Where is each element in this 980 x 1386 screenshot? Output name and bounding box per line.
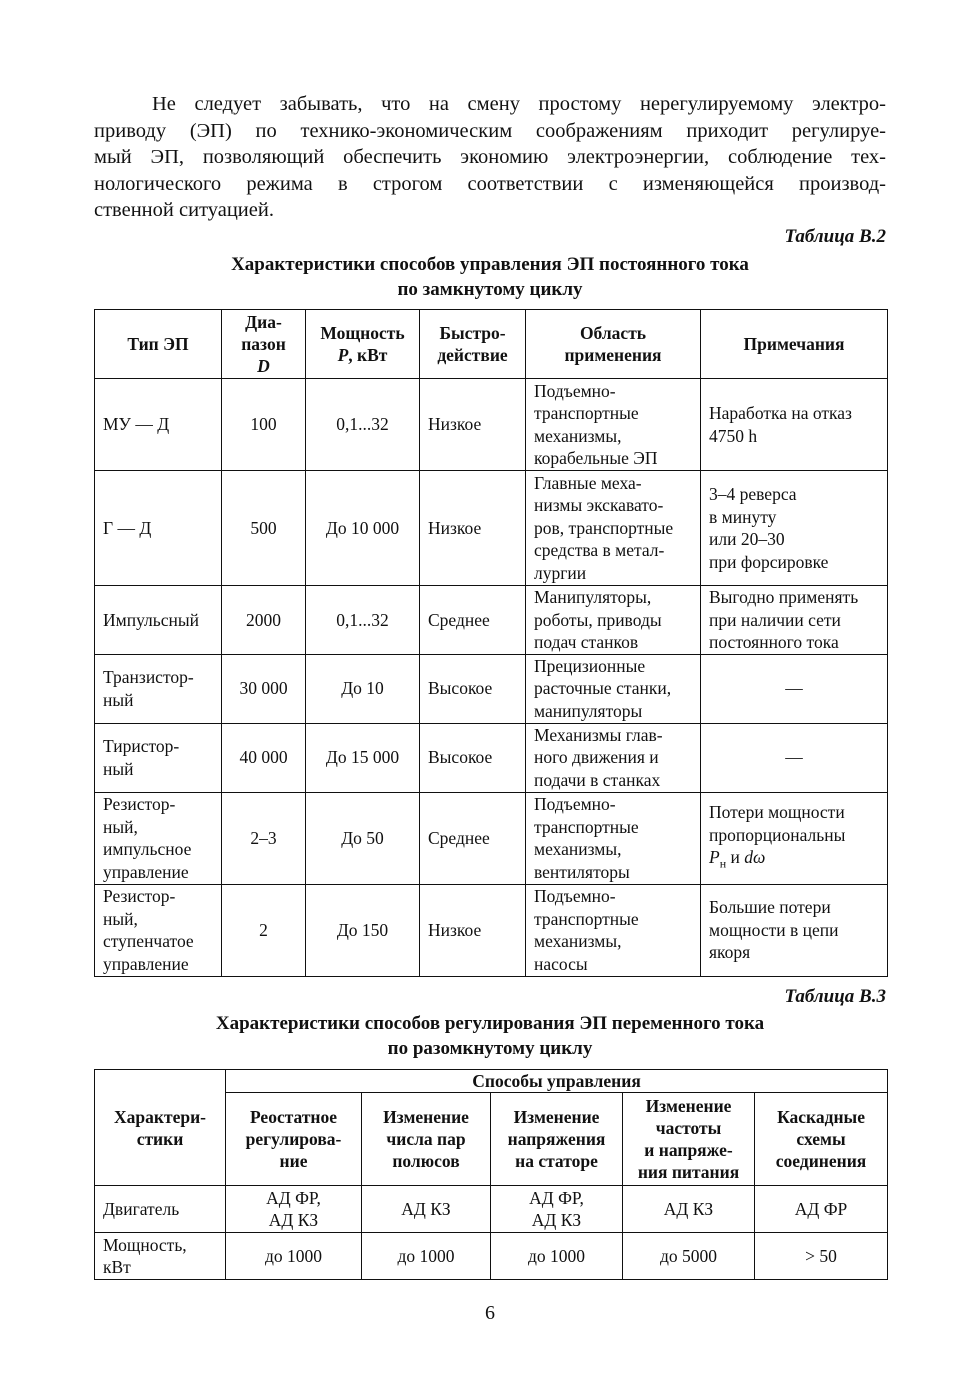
intro-paragraph bbox=[94, 91, 886, 224]
table2-row bbox=[95, 884, 888, 976]
cell-line: механизмы, bbox=[534, 839, 622, 859]
cell-value bbox=[623, 1186, 755, 1233]
cell-line: лургии bbox=[534, 562, 587, 583]
table3-title-line: по разомкнутому циклу bbox=[387, 1038, 593, 1059]
cell-line: Двигатель bbox=[103, 1198, 180, 1219]
formula-power-symbol: P bbox=[709, 847, 720, 867]
table2-title bbox=[94, 252, 886, 302]
cell-area bbox=[526, 723, 701, 792]
cell-area bbox=[526, 654, 701, 723]
table2-row bbox=[95, 379, 888, 471]
notes-formula bbox=[709, 846, 879, 875]
cell-characteristic bbox=[95, 1186, 226, 1233]
cell-line: АД ФР, bbox=[266, 1187, 321, 1208]
table2-title-line: по замкнутому циклу bbox=[397, 279, 583, 300]
cell-line: низмы экскавато- bbox=[534, 495, 664, 516]
cell-line: АД КЗ bbox=[401, 1198, 451, 1219]
header-type: Тип ЭП bbox=[95, 310, 222, 379]
cell-line: управление bbox=[103, 861, 189, 882]
cell-line: 4750 h bbox=[709, 425, 758, 446]
cell-line: корабельные ЭП bbox=[534, 448, 658, 468]
cell-notes bbox=[701, 586, 888, 655]
cell-line: до 1000 bbox=[397, 1245, 455, 1266]
cell-line: ступенчатое bbox=[103, 931, 194, 951]
header-line: и напряже- bbox=[644, 1140, 733, 1160]
header-range bbox=[222, 310, 306, 379]
table3-group-row bbox=[95, 1070, 888, 1093]
cell-line: Наработка на отказ bbox=[709, 403, 852, 423]
cell-type bbox=[95, 654, 222, 723]
cell-line: транспортные bbox=[534, 908, 639, 929]
header-power-unit: , кВт bbox=[348, 345, 388, 365]
header-control-methods: Способы управления bbox=[226, 1070, 888, 1093]
table2-row bbox=[95, 586, 888, 655]
header-power bbox=[306, 310, 420, 379]
cell-speed: Низкое bbox=[420, 379, 526, 471]
cell-line: или 20–30 bbox=[709, 529, 785, 549]
cell-line: подач станков bbox=[534, 632, 639, 652]
formula-d-omega: dω bbox=[744, 847, 766, 867]
cell-value bbox=[491, 1233, 623, 1280]
cell-line: Потери мощности bbox=[709, 802, 845, 822]
cell-line: насосы bbox=[534, 953, 588, 974]
cell-line: Г — Д bbox=[103, 517, 152, 538]
cell-speed: Высокое bbox=[420, 654, 526, 723]
header-notes: Примечания bbox=[701, 310, 888, 379]
formula-and: и bbox=[726, 847, 745, 867]
paragraph-line: Не следует забывать, что на смену простому нерегулируемому электро- bbox=[152, 93, 886, 115]
cell-characteristic bbox=[95, 1233, 226, 1280]
cell-notes bbox=[701, 471, 888, 586]
header-line: полюсов bbox=[392, 1151, 460, 1171]
cell-line: расточные станки, bbox=[534, 678, 672, 699]
table2-row bbox=[95, 654, 888, 723]
cell-line: ный, bbox=[103, 816, 138, 837]
header-characteristics bbox=[95, 1070, 226, 1186]
cell-speed: Среднее bbox=[420, 586, 526, 655]
cell-notes bbox=[701, 654, 888, 723]
cell-line: Прецизионные bbox=[534, 655, 646, 676]
cell-line: постоянного тока bbox=[709, 632, 839, 652]
header-speed bbox=[420, 310, 526, 379]
cell-type bbox=[95, 884, 222, 976]
cell-line: до 1000 bbox=[527, 1245, 586, 1266]
header-line: регулирова- bbox=[245, 1129, 342, 1149]
table3-label: Таблица В.3 bbox=[784, 986, 886, 1007]
header-line: числа пар bbox=[386, 1129, 466, 1149]
cell-type bbox=[95, 379, 222, 471]
cell-line: до 5000 bbox=[659, 1245, 718, 1266]
cell-line: ный bbox=[103, 758, 134, 779]
cell-line: — bbox=[785, 678, 803, 699]
cell-power: До 50 bbox=[306, 792, 420, 884]
cell-line: Импульсный bbox=[103, 609, 200, 630]
cell-line: Подъемно- bbox=[534, 794, 616, 814]
header-area-line: применения bbox=[564, 345, 662, 365]
cell-line: механизмы, bbox=[534, 425, 622, 446]
header-area bbox=[526, 310, 701, 379]
header-line: соединения bbox=[775, 1151, 867, 1171]
cell-line: АД ФР, bbox=[529, 1187, 584, 1208]
cell-range: 2 bbox=[222, 884, 306, 976]
cell-line: Резистор- bbox=[103, 794, 176, 814]
cell-area bbox=[526, 379, 701, 471]
cell-line: МУ — Д bbox=[103, 414, 170, 435]
cell-line: Выгодно применять bbox=[709, 587, 859, 607]
cell-line: Подъемно- bbox=[534, 886, 616, 906]
paragraph-line: ственной ситуацией. bbox=[94, 199, 274, 221]
cell-line: при форсировке bbox=[709, 551, 829, 572]
cell-line: Подъемно- bbox=[534, 380, 616, 401]
header-method bbox=[491, 1093, 623, 1186]
header-area-line: Область bbox=[579, 323, 647, 343]
header-power-line: Мощность bbox=[320, 323, 405, 343]
cell-line: механизмы, bbox=[534, 931, 622, 951]
header-speed-line: действие bbox=[437, 345, 508, 365]
cell-line: средства в метал- bbox=[534, 540, 665, 561]
header-line: стики bbox=[136, 1128, 184, 1149]
cell-line: — bbox=[785, 747, 803, 768]
header-line: напряжения bbox=[507, 1129, 606, 1149]
cell-area bbox=[526, 471, 701, 586]
header-line: ния питания bbox=[637, 1162, 740, 1182]
cell-line: АД ФР bbox=[794, 1198, 848, 1219]
table3-body bbox=[95, 1186, 888, 1280]
paragraph-line: мый ЭП, позволяющий обеспечить экономию электроэнергии, соблюдение тех- bbox=[94, 146, 886, 168]
cell-area bbox=[526, 792, 701, 884]
cell-value bbox=[226, 1186, 362, 1233]
cell-value bbox=[623, 1233, 755, 1280]
cell-line: Механизмы глав- bbox=[534, 724, 663, 745]
cell-line: Манипуляторы, bbox=[534, 587, 652, 607]
cell-type bbox=[95, 471, 222, 586]
table3-row bbox=[95, 1233, 888, 1280]
header-line: ние bbox=[279, 1151, 308, 1171]
header-line: Характери- bbox=[114, 1106, 206, 1127]
cell-line: роботы, приводы bbox=[534, 609, 662, 630]
cell-value bbox=[226, 1233, 362, 1280]
cell-range: 40 000 bbox=[222, 723, 306, 792]
table2-title-line: Характеристики способов управления ЭП постоянного тока bbox=[231, 254, 749, 275]
cell-line: импульсное bbox=[103, 839, 192, 859]
cell-range: 500 bbox=[222, 471, 306, 586]
cell-value bbox=[491, 1186, 623, 1233]
cell-line: Тиристор- bbox=[103, 736, 180, 756]
cell-range: 100 bbox=[222, 379, 306, 471]
cell-line: Мощность, bbox=[103, 1234, 187, 1255]
header-line: Реостатное bbox=[249, 1107, 338, 1127]
cell-line: АД КЗ bbox=[531, 1210, 582, 1230]
cell-value bbox=[755, 1233, 888, 1280]
header-speed-line: Быстро- bbox=[439, 323, 506, 343]
cell-line: в минуту bbox=[709, 506, 777, 527]
cell-line: при наличии сети bbox=[709, 609, 841, 630]
cell-line: транспортные bbox=[534, 816, 639, 837]
header-method bbox=[362, 1093, 491, 1186]
cell-line: вентиляторы bbox=[534, 861, 630, 882]
cell-line: Большие потери bbox=[709, 897, 831, 918]
header-line: Изменение bbox=[645, 1096, 732, 1116]
cell-range: 30 000 bbox=[222, 654, 306, 723]
cell-line: Резистор- bbox=[103, 886, 176, 906]
cell-line: до 1000 bbox=[264, 1245, 323, 1266]
cell-line: подачи в станках bbox=[534, 769, 661, 790]
table3-row bbox=[95, 1186, 888, 1233]
table2-label: Таблица В.2 bbox=[784, 226, 886, 247]
cell-notes bbox=[701, 379, 888, 471]
cell-power: До 150 bbox=[306, 884, 420, 976]
cell-power: До 10 bbox=[306, 654, 420, 723]
cell-value bbox=[362, 1186, 491, 1233]
cell-line: 3–4 реверса bbox=[709, 484, 797, 504]
cell-line: манипуляторы bbox=[534, 700, 643, 721]
table2 bbox=[94, 309, 888, 977]
cell-line: мощности в цепи bbox=[709, 919, 839, 940]
cell-line: пропорциональны bbox=[709, 824, 846, 845]
cell-line: > 50 bbox=[805, 1245, 837, 1266]
cell-line: Транзистор- bbox=[103, 667, 194, 687]
cell-line: Главные меха- bbox=[534, 472, 642, 493]
cell-power: До 10 000 bbox=[306, 471, 420, 586]
cell-speed: Высокое bbox=[420, 723, 526, 792]
table3 bbox=[94, 1069, 888, 1280]
header-method bbox=[755, 1093, 888, 1186]
page-number: 6 bbox=[485, 1302, 495, 1324]
cell-speed: Низкое bbox=[420, 471, 526, 586]
cell-value bbox=[755, 1186, 888, 1233]
cell-line: ный, bbox=[103, 908, 138, 929]
table3-title bbox=[94, 1011, 886, 1061]
paragraph-line: приводу (ЭП) по технико-экономическим соображениям приходит регулируе- bbox=[94, 119, 886, 142]
paragraph-line: нологического режима в строгом соответствии с изменяющейся производ- bbox=[94, 172, 886, 195]
cell-line: ный bbox=[103, 689, 134, 710]
header-range-symbol: D bbox=[257, 356, 270, 376]
cell-power: До 15 000 bbox=[306, 723, 420, 792]
cell-line: ров, транспортные bbox=[534, 517, 674, 538]
header-range-line: пазон bbox=[241, 334, 286, 354]
formula-subscript: н bbox=[719, 856, 727, 871]
cell-range: 2–3 bbox=[222, 792, 306, 884]
cell-power: 0,1...32 bbox=[306, 586, 420, 655]
header-line: схемы bbox=[796, 1129, 846, 1149]
cell-range: 2000 bbox=[222, 586, 306, 655]
cell-line: АД КЗ bbox=[268, 1210, 319, 1230]
cell-line: АД КЗ bbox=[663, 1198, 714, 1219]
cell-type bbox=[95, 723, 222, 792]
cell-value bbox=[362, 1233, 491, 1280]
cell-line: ного движения и bbox=[534, 747, 659, 768]
table2-row bbox=[95, 723, 888, 792]
table2-row bbox=[95, 471, 888, 586]
header-line: на статоре bbox=[515, 1151, 598, 1171]
cell-notes bbox=[701, 884, 888, 976]
table3-title-line: Характеристики способов регулирования ЭП переменного тока bbox=[215, 1013, 765, 1034]
table2-header-row bbox=[95, 310, 888, 379]
header-line: Изменение bbox=[383, 1107, 469, 1127]
cell-line: управление bbox=[103, 953, 189, 974]
cell-speed: Среднее bbox=[420, 792, 526, 884]
header-method bbox=[623, 1093, 755, 1186]
cell-type bbox=[95, 792, 222, 884]
header-line: Изменение bbox=[513, 1107, 600, 1127]
cell-power: 0,1...32 bbox=[306, 379, 420, 471]
table2-row bbox=[95, 792, 888, 884]
cell-notes bbox=[701, 723, 888, 792]
table2-body bbox=[95, 379, 888, 977]
header-method bbox=[226, 1093, 362, 1186]
cell-speed: Низкое bbox=[420, 884, 526, 976]
header-power-symbol: P bbox=[337, 345, 349, 365]
header-range-line: Диа- bbox=[245, 312, 282, 332]
cell-area bbox=[526, 586, 701, 655]
header-line: Каскадные bbox=[777, 1107, 865, 1127]
header-power-line bbox=[310, 344, 415, 366]
cell-type bbox=[95, 586, 222, 655]
cell-line: транспортные bbox=[534, 403, 639, 423]
header-line: частоты bbox=[655, 1118, 722, 1138]
cell-notes bbox=[701, 792, 888, 884]
cell-line: кВт bbox=[103, 1257, 131, 1277]
cell-line: якоря bbox=[709, 942, 751, 963]
cell-area bbox=[526, 884, 701, 976]
